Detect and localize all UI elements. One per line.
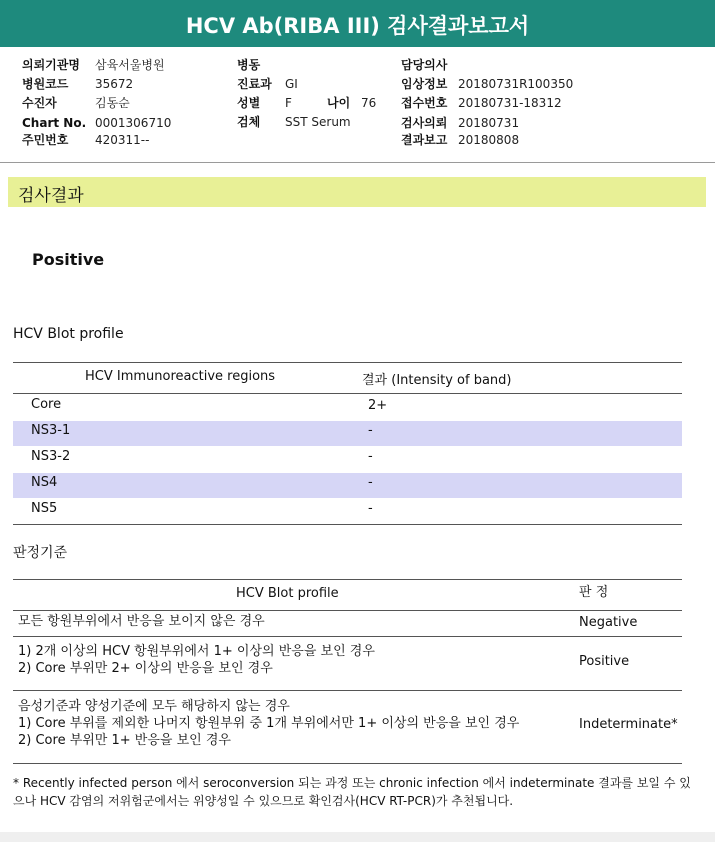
criteria-table-bottom-rule	[13, 763, 682, 764]
blot-intensity-ns3-1: -	[368, 423, 373, 438]
result-section-title: 검사결과	[18, 186, 84, 206]
resident-no-label: 주민번호	[22, 133, 69, 147]
blot-region-ns4: NS4	[31, 475, 58, 490]
institution-label: 의뢰기관명	[22, 58, 80, 72]
blot-header-rule	[13, 393, 682, 394]
blot-region-ns3-1: NS3-1	[31, 423, 71, 438]
clinical-info-value: 20180731R100350	[458, 77, 574, 91]
criteria-negative-desc: 모든 항원부위에서 반응을 보이지 않은 경우	[18, 614, 265, 629]
result-section-header	[8, 177, 706, 207]
sex-value: F	[285, 96, 292, 110]
hospital-code-label: 병원코드	[22, 77, 69, 91]
department-label: 진료과	[237, 77, 272, 91]
request-date-value: 20180731	[458, 116, 520, 130]
chart-no-value: 0001306710	[95, 116, 172, 130]
report-title: HCV Ab(RIBA III) 검사결과보고서	[185, 14, 530, 38]
criteria-positive-verdict: Positive	[579, 654, 630, 669]
chart-no-label: Chart No.	[22, 116, 87, 130]
report-header-bar	[0, 0, 715, 47]
blot-table-bottom-rule	[13, 524, 682, 525]
blot-region-core: Core	[31, 397, 62, 412]
blot-row-band-ns3-1	[13, 421, 682, 446]
recipient-value: 김동순	[95, 96, 130, 110]
sex-label: 성별	[237, 96, 261, 110]
hospital-code-value: 35672	[95, 77, 134, 91]
blot-header-regions: HCV Immunoreactive regions	[85, 369, 276, 384]
criteria-header-rule	[13, 610, 682, 611]
specimen-label: 검체	[237, 115, 261, 129]
criteria-positive-line2: 2) Core 부위만 2+ 이상의 반응을 보인 경우	[18, 661, 273, 676]
blot-intensity-ns5: -	[368, 501, 373, 516]
criteria-table-top-rule	[13, 579, 682, 580]
specimen-value: SST Serum	[285, 115, 351, 129]
resident-no-value: 420311--	[95, 133, 150, 147]
age-value: 76	[361, 96, 377, 110]
report-date-label: 결과보고	[401, 133, 448, 147]
info-divider	[0, 162, 715, 163]
page-bottom-strip	[0, 832, 715, 842]
recipient-label: 수진자	[22, 96, 57, 110]
criteria-row1-rule	[13, 636, 682, 637]
criteria-header-profile: HCV Blot profile	[236, 586, 339, 601]
report-date-value: 20180808	[458, 133, 520, 147]
request-date-label: 검사의뢰	[401, 116, 448, 130]
criteria-header-verdict: 판 정	[579, 585, 609, 600]
blot-profile-title: HCV Blot profile	[13, 326, 124, 342]
criteria-positive-line1: 1) 2개 이상의 HCV 항원부위에서 1+ 이상의 반응을 보인 경우	[18, 644, 375, 659]
blot-table-top-rule	[13, 362, 682, 363]
clinical-info-label: 임상정보	[401, 77, 448, 91]
criteria-title: 판정기준	[13, 545, 68, 561]
result-value: Positive	[32, 250, 105, 269]
blot-header-intensity: 결과 (Intensity of band)	[362, 373, 512, 388]
criteria-indeterminate-line3: 2) Core 부위만 1+ 반응을 보인 경우	[18, 733, 231, 748]
criteria-indeterminate-verdict: Indeterminate*	[579, 717, 678, 732]
physician-label: 담당의사	[401, 58, 448, 72]
criteria-indeterminate-line1: 음성기준과 양성기준에 모두 해당하지 않는 경우	[18, 699, 290, 714]
criteria-row2-rule	[13, 690, 682, 691]
blot-row-band-ns4	[13, 473, 682, 498]
ward-label: 병동	[237, 58, 261, 72]
receipt-no-label: 접수번호	[401, 96, 448, 110]
blot-intensity-core: 2+	[368, 398, 388, 413]
age-label: 나이	[327, 96, 351, 110]
footnote: * Recently infected person 에서 seroconversion 되는 과정 또는 chronic infection 에서 indeterminate 결과를 보일 수 있으나 HCV 감염의 저위험군에서는 위양성일 수 있으므로 확인검사(HCV RT-PCR)가 추천됩니다.	[13, 776, 691, 808]
department-value: GI	[285, 77, 298, 91]
receipt-no-value: 20180731-18312	[458, 96, 562, 110]
criteria-negative-verdict: Negative	[579, 615, 638, 630]
criteria-indeterminate-line2: 1) Core 부위를 제외한 나머지 항원부위 중 1개 부위에서만 1+ 이상의 반응을 보인 경우	[18, 716, 520, 731]
blot-region-ns3-2: NS3-2	[31, 449, 71, 464]
institution-value: 삼육서울병원	[95, 58, 165, 72]
blot-intensity-ns4: -	[368, 475, 373, 490]
blot-intensity-ns3-2: -	[368, 449, 373, 464]
blot-region-ns5: NS5	[31, 501, 58, 516]
